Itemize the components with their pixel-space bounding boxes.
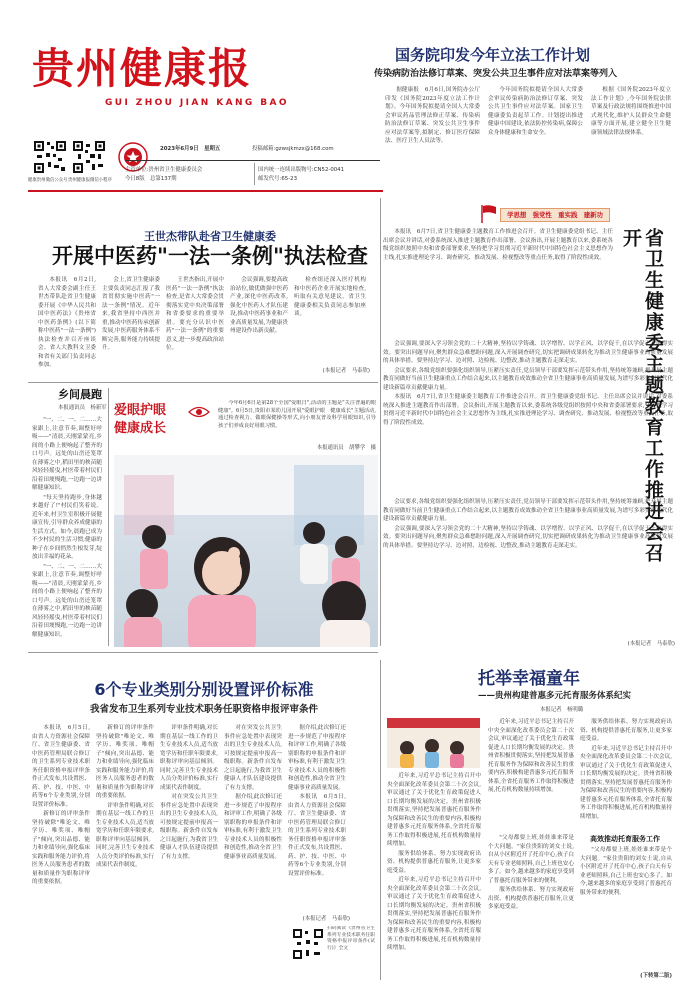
evaluation-col1: 本报讯 6月5日,由省人力资源社会保障厅、省卫生健康委、省中医药管理局联合修订的卫生系列专业技术职务任职资格申报评审条件正式发布,共设置医、药、护、技、中医、中药等6个专业类别,分别设置评价标准。 新修订的评审条件坚持破除"唯论文、唯学历、唯奖项、唯帽子"倾向,突出品德、能力和业绩导向,强化临床实践和服务能力评价,将医务人员服务患者的数量和质量作为职称评审的重要依据。	[32, 725, 90, 885]
evaluation-subtitle: 我省发布卫生系列专业技术职务任职资格申报评审条件	[89, 704, 318, 715]
cn-number: 国内统一连续出版物号:CN52-0041	[258, 167, 345, 173]
main-story-col5: 检查组还深入医疗机构和中医药企业开展实地检查,听取有关意见建议。省卫生健康委相关负责同志参加座谈。	[294, 277, 366, 317]
lead-story-title: 国务院印发今年立法工作计划	[395, 46, 591, 64]
childhood-title: 托举幸福童年	[478, 669, 580, 689]
lead-story-col2: 今年国务院拟提请全国人大常委会审议传染病防治法修订草案、突发公共卫生事件应对法草案。国家卫生健康委负责起草工作。计划提出推进健康中国建设,依法防控传染病,保障公众身体健康和生命安全。	[488, 87, 583, 136]
childhood-p2: 近年来,习近平总书记主持召开中央全面深化改革委员会第二十次会议,审议通过了关于优化生育政策促进人口长期均衡发展的决定。贵州省积极贯彻落实,坚持把发展普惠托育服务作为保障和改善民生的重要内容,积极构建普惠多元托育服务体系,全省托育服务工作取得积极进展,托育机构数量持续增加。	[488, 719, 574, 793]
qr-code-icon	[72, 140, 106, 174]
main-story-col3: 王世杰指出,开展中医药"一法一条例"执法检查,是省人大常委会贯彻落实党中央决策部署和省委要求的重要举措。要充分认识中医药"一法一条例"的重要意义,进一步提高政治站位。	[166, 277, 224, 351]
right-body-middle: 会议强调,要深入学习领会党的二十大精神,坚持以学铸魂、以学增智、以学正风、以学促干,在以学促干上取得实效。要突出问题导向,聚焦群众急难愁盼问题,深入开展调查研究,切实把调研成果转化为推动卫生健康事业高质量发展的具体举措。要坚持边学习、边对照、边检视、边整改,推动主题教育走深走实。 会议要求,各级党组织要强化组织领导,压紧压实责任,党员领导干部要发挥示范带头作用,坚持统筹兼顾,把开展主题教育同做好当前卫生健康重点工作结合起来,以主题教育成效推动全省卫生健康事业高质量发展,为谱写多彩贵州现代化建设新篇章贡献健康力量。 本报讯 6月7日,省卫生健康委主题教育工作推进会召开。省卫生健康委党组书记、主任出席会议并讲话,对委系统深入推进主题教育作出部署。会议指出,开展主题教育以来,委系统各级党组织按照中央和省委部署要求,坚持把学习贯彻习近平新时代中国特色社会主义思想作为主线,扎实推进理论学习、调查研究、推动发展、检视整改等重点任务,取得了阶段性成效。	[383, 341, 673, 426]
right-credit: (本报记者 马泰欣)	[627, 641, 675, 647]
right-body-top: 本报讯 6月7日,省卫生健康委主题教育工作推进会召开。省卫生健康委党组书记、主任出席会议并讲话,对委系统深入推进主题教育作出部署。会议指出,开展主题教育以来,委系统各级党组织按照中央和省委部署要求,坚持把学习贯彻习近平新时代中国特色社会主义思想作为主线,扎实推进理论学习、调查研究、推动发展、检视整改等重点任务,取得了阶段性成效。	[383, 229, 613, 261]
childhood-p4: "父母都要上班,娃娃谁来带是个大问题。"家住贵阳的刘女士说,自从小区附近开了托育中心,孩子白天有专业老师照料,自己上班也安心多了。如今,越来越多的家庭享受到了普惠托育服务带来的便利。 服务供给体系、努力实现政府出资、机构提供普惠托育服务,让更多家庭受益。	[488, 835, 574, 910]
right-body-bottom: 会议要求,各级党组织要强化组织领导,压紧压实责任,党员领导干部要发挥示范带头作用,坚持统筹兼顾,把开展主题教育同做好当前卫生健康重点工作结合起来,以主题教育成效推动全省卫生健康事业高质量发展,为谱写多彩贵州现代化建设新篇章贡献健康力量。 会议强调,要深入学习领会党的二十大精神,坚持以学铸魂、以学增智、以学正风、以学促干,在以学促干上取得实效。要突出问题导向,聚焦群众急难愁盼问题,深入开展调查研究,切实把调研成果转化为推动卫生健康事业高质量发展的具体举措。要坚持边学习、边对照、边检视、边整改,推动主题教育走深走实。	[383, 499, 673, 549]
main-story-col2: 会上,省卫生健康委主要负责同志汇报了我省贯彻实施中医药"一法一条例"情况。近年来,我省坚持中西医并重,推动中医药传承创新发展,中医药服务体系不断完善,服务能力持续提升。	[102, 277, 160, 351]
lead-story-col1: 据健康报 6月6日,国务院办公厅印发《国务院2023年度立法工作计划》。今年国务院拟提请全国人大常委会审议药品管理法修正草案、传染病防治法修订草案、突发公共卫生事件应对法草案等,拟制定、修订医疗保障法、医疗卫生人员法等。	[385, 87, 480, 144]
evaluation-col5: 据介绍,此次修订还进一步规范了申报程序和评审工作,明确了各级别职称的申报条件和评审标准,有利于激发卫生专业技术人员的积极性和创造性,推动全省卫生健康事业高质量发展。 本报讯 6月5日,由省人力资源社会保障厅、省卫生健康委、省中医药管理局联合修订的卫生系列专业技术职务任职资格申报评审条件正式发布,共设置医、药、护、技、中医、中药等6个专业类别,分别设置评价标准。	[288, 725, 346, 877]
evaluation-col4: 对在突发公共卫生事件应急处置中表现突出的卫生专业技术人员,可按规定提前申报高一级职称。新条件自发布之日起施行,为我省卫生健康人才队伍建设提供了有力支撑。 据介绍,此次修订还进一步规范了申报程序和评审工作,明确了各级别职称的申报条件和评审标准,有利于激发卫生专业技术人员的积极性和创造性,推动全省卫生健康事业高质量发展。	[224, 725, 282, 860]
feature-photo-credit: 本报通讯员 胡攀学 摄	[316, 445, 376, 451]
main-story-title: 开展中医药"一法一条例"执法检查	[52, 244, 368, 268]
eye-icon	[188, 404, 210, 418]
sponsor-info: 主管单位:贵州省卫生健康委员会	[125, 167, 203, 173]
postal-code: 邮发代号:65-23	[258, 176, 298, 182]
masthead-divider	[254, 163, 255, 185]
masthead-title: 贵州健康报	[32, 44, 253, 93]
evaluation-qr-caption: 扫码阅读《贵州省卫生系列专业技术职务任职资格申报评审条件(试行)》全文	[327, 926, 375, 951]
bottom-column-divider	[380, 660, 381, 980]
evaluation-col2: 新修订的评审条件坚持破除"唯论文、唯学历、唯奖项、唯帽子"倾向,突出品德、能力和业绩导向,强化临床实践和服务能力评价,将医务人员服务患者的数量和质量作为职称评审的重要依据。 评审条件明确,对长期在基层一线工作的卫生专业技术人员,适当放宽学历和任职年限要求,职称评审向基层倾斜。同时,完善卫生专业技术人员分类评价标准,实行成果代表作制度。	[96, 725, 154, 868]
masthead-pinyin: GUI ZHOU JIAN KANG BAO	[105, 98, 289, 108]
feature-banner-text: 爱眼护眼 健康成长	[114, 403, 180, 436]
issue-date: 2023年6月9日 星期五	[160, 146, 221, 152]
main-story-col1: 本报讯 6月2日,省人大常委会副主任王世杰带队赴省卫生健康委开展《中华人民共和国中医药法》《贵州省中医药条例》(以下简称中医药"一法一条例")执法检查并召开座谈会。省人大教科文卫委和省有关部门负责同志参加。	[38, 277, 96, 368]
masthead	[28, 44, 378, 100]
childhood-section-title: 高效推动托育服务工作	[590, 835, 660, 843]
childhood-p3: 服务供给体系、努力实现政府出资、机构提供普惠托育服务,让更多家庭受益。 近年来,习近平总书记主持召开中央全面深化改革委员会第二十次会议,审议通过了关于优化生育政策促进人口长期均衡发展的决定。贵州省积极贯彻落实,坚持把发展普惠托育服务作为保障和改善民生的重要内容,积极构建普惠多元托育服务体系,全省托育服务工作取得积极进展,托育机构数量持续增加。	[580, 719, 672, 820]
continued-note: (下转第二版)	[640, 973, 672, 979]
right-vertical-title: 省卫生健康委主题教育工作推进会召开	[620, 228, 664, 564]
qr-code-icon	[292, 928, 324, 960]
main-story-divider	[28, 382, 378, 383]
lead-story-col3: 根据《国务院2023年度立法工作计划》,今年国务院法律草案及行政法规将围绕推进中国式现代化,维护人民群众生命健康等方面开展,建立健全卫生健康领域法律法规体系。	[591, 87, 671, 136]
qr-caption: 健康贵州微信公众号	[28, 178, 68, 183]
slogan-banner	[500, 208, 610, 222]
qr-code-icon	[33, 140, 67, 174]
masthead-divider	[125, 160, 380, 161]
feature-photo	[114, 455, 378, 647]
main-story-credit: (本报记者 马泰欣)	[322, 368, 370, 374]
flag-icon	[480, 204, 498, 224]
submission-email: 投稿邮箱:gzwsjkmzx@168.com	[252, 146, 334, 152]
main-story-col4: 会议强调,要提高政治站位,做优做强中医药产业,深化中医药改革,强化中医药人才队伍建设,推动中医药事业和产业高质量发展,为健康贵州建设作出新贡献。	[230, 277, 288, 334]
slogan-text: 学思想 强党性 重实践 建新功	[507, 211, 603, 219]
page-column-divider	[380, 198, 381, 646]
lead-story-subtitle: 传染病防治法修订草案、突发公共卫生事件应对法草案等列入	[374, 69, 618, 79]
evaluation-col3: 评审条件明确,对长期在基层一线工作的卫生专业技术人员,适当放宽学历和任职年限要求,职称评审向基层倾斜。同时,完善卫生专业技术人员分类评价标准,实行成果代表作制度。 对在突发公共卫生事件应急处置中表现突出的卫生专业技术人员,可按规定提前申报高一级职称。新条件自发布之日起施行,为我省卫生健康人才队伍建设提供了有力支撑。	[160, 725, 218, 860]
evaluation-credit: (本报记者 马泰欣)	[302, 916, 350, 922]
poem-title: 乡间晨跑	[58, 388, 102, 401]
poem-divider	[108, 388, 109, 646]
issue-pages: 今日8版 总第137期	[125, 176, 177, 182]
feature-bottom-rule	[28, 652, 378, 653]
childhood-subtitle: ——贵州构建普惠多元托育服务体系纪实	[478, 691, 632, 701]
childhood-intro: 近年来,习近平总书记主持召开中央全面深化改革委员会第二十次会议,审议通过了关于优化生育政策促进人口长期均衡发展的决定。贵州省积极贯彻落实,坚持把发展普惠托育服务作为保障和改善民生的重要内容,积极构建普惠多元托育服务体系,全省托育服务工作取得积极进展,托育机构数量持续增加。 服务供给体系、努力实现政府出资、机构提供普惠托育服务,让更多家庭受益。 近年来,习近平总书记主持召开中央全面深化改革委员会第二十次会议,审议通过了关于优化生育政策促进人口长期均衡发展的决定。贵州省积极贯彻落实,坚持把发展普惠托育服务作为保障和改善民生的重要内容,积极构建普惠多元托育服务体系,全省托育服务工作取得积极进展,托育机构数量持续增加。	[387, 773, 481, 951]
main-story-kicker: 王世杰带队赴省卫生健康委	[144, 230, 276, 243]
childhood-photo	[387, 718, 480, 768]
feature-caption: 今年6月6日是第28个全国"爱眼日",活动的主题是"关注普遍的眼健康"。6月5日,贵阳市某幼儿园开展"爱眼护眼 健康成长"主题活动,通过检查视力、做眼保健操等形式,向小朋友普及科学用眼知识,引导孩子们养成良好用眼习惯。	[218, 400, 376, 429]
qr-caption: 贵州健康报微信小程序	[68, 178, 112, 183]
childhood-p5: "父母都要上班,娃娃谁来带是个大问题。"家住贵阳的刘女士说,自从小区附近开了托育中心,孩子白天有专业老师照料,自己上班也安心多了。如今,越来越多的家庭享受到了普惠托育服务带来的便利。	[580, 847, 672, 896]
poem-author: 本报通讯员 杨新军	[58, 405, 107, 411]
childhood-author: 本报记者 杨明璐	[540, 707, 584, 713]
masthead-bottom-rule	[28, 190, 383, 192]
poem-body: "一、二、一、二……大家跟上,注意节奏,调整好呼吸——"清晨,天刚蒙蒙亮,乡间的小路上便响起了整齐的口号声。远处的山峦还笼罩在薄雾之中,稻田里的秧苗随风轻轻摇曳,村医带着村民们沿着田埂慢跑,一边跑一边讲解健康知识。 "每天坚持跑步,身体越来越好了!"村民们笑着说。近年来,村卫生室积极开展健康宣传,引导群众养成健康的生活方式。如今,晨跑已成为不少村民的生活习惯,健康的种子在乡间悄然生根发芽,绽放出幸福的花朵。 "一、二、一、二……大家跟上,注意节奏,调整好呼吸——"清晨,天刚蒙蒙亮,乡间的小路上便响起了整齐的口号声。远处的山峦还笼罩在薄雾之中,稻田里的秧苗随风轻轻摇曳,村医带着村民们沿着田埂慢跑,一边跑一边讲解健康知识。	[32, 417, 102, 638]
evaluation-title: 6个专业类别分别设置评价标准	[94, 680, 314, 699]
